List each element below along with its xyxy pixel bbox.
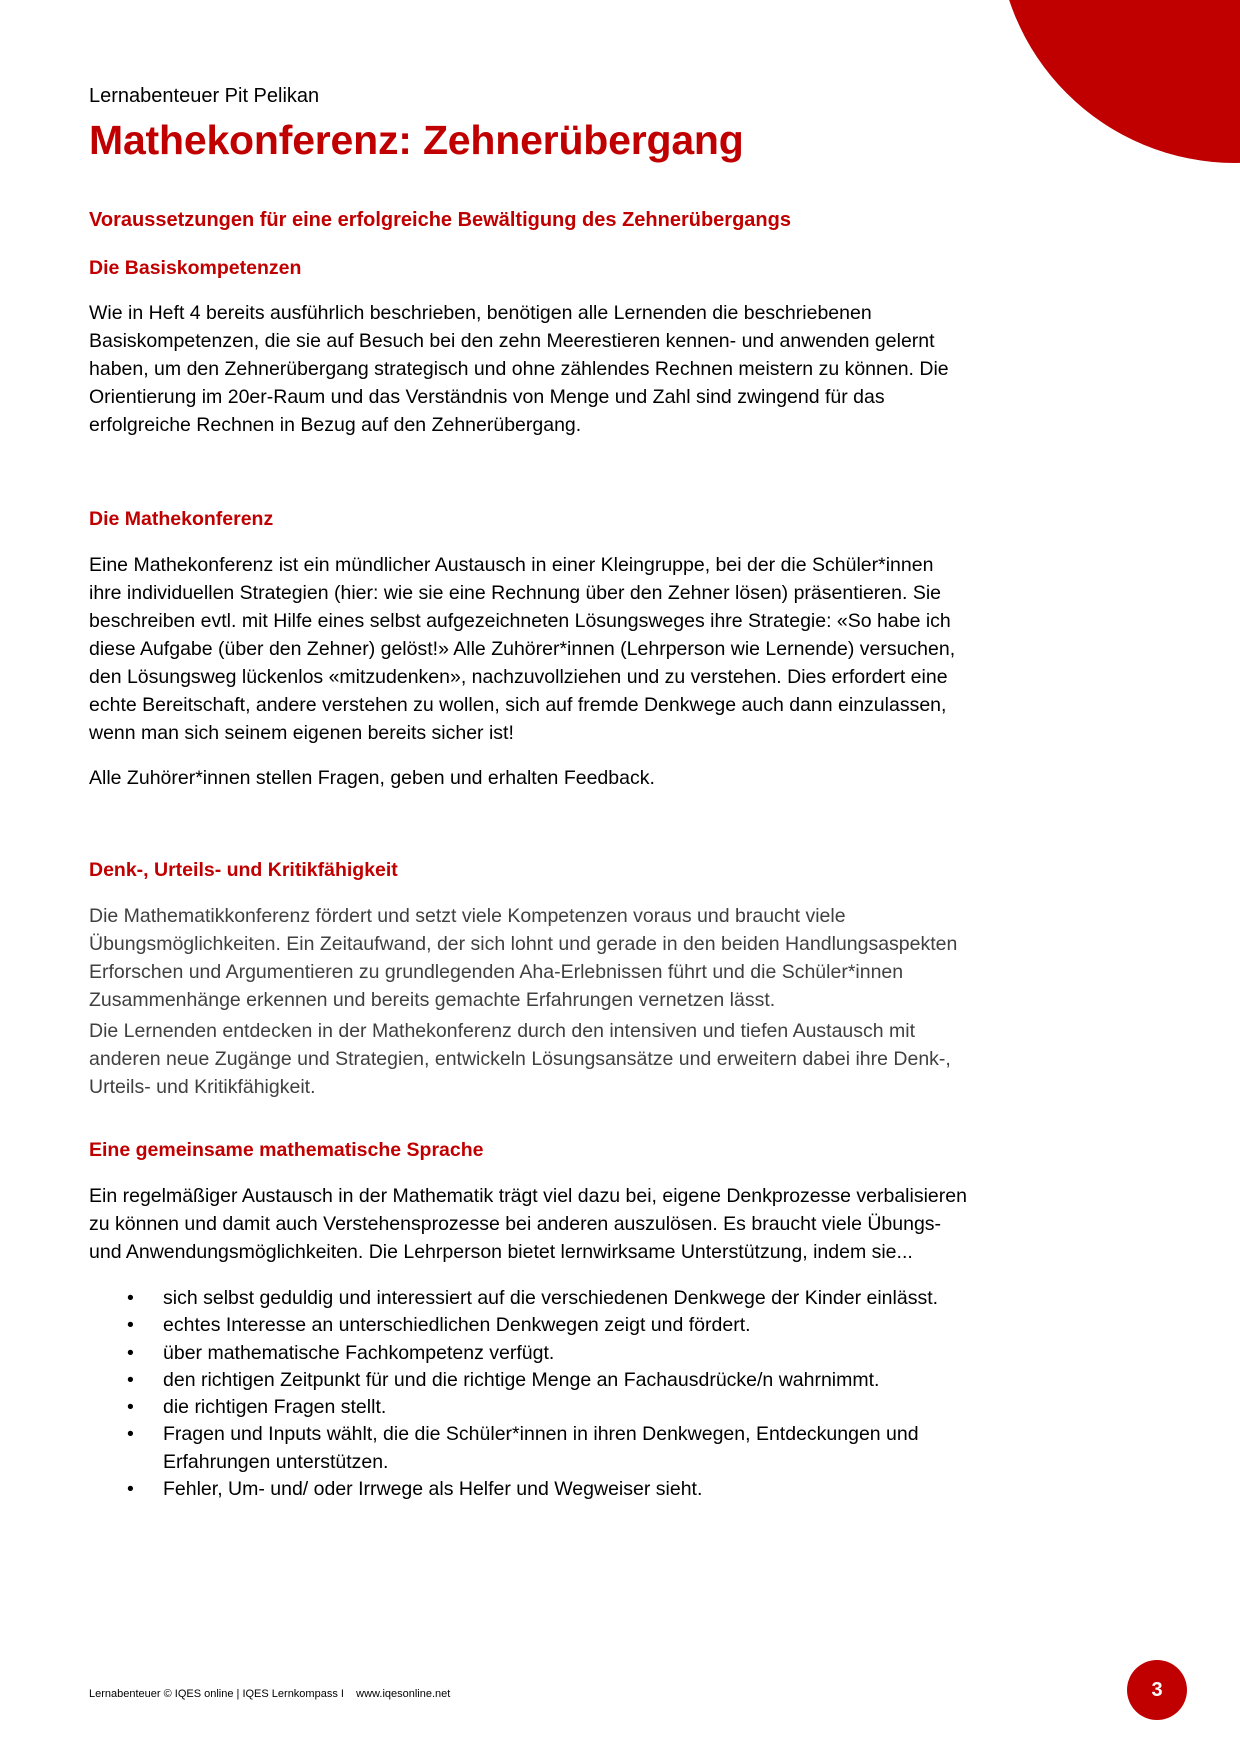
text-line: beschreiben evtl. mit Hilfe eines selbst aufgezeichneten Lösungsweges ihre Strategie: «So habe ich <box>89 610 951 632</box>
list-item <box>89 1476 938 1503</box>
text-line: anderen neue Zugänge und Strategien, entwickeln Lösungsansätze und erweitern dabei ihre Denk-, <box>89 1048 951 1070</box>
text-line: diese Aufgabe (über den Zehner) gelöst!» Alle Zuhörer*innen (Lehrperson wie Lernende) versuchen, <box>89 638 956 660</box>
text-line: Wie in Heft 4 bereits ausführlich beschrieben, benötigen alle Lernenden die beschriebenen <box>89 302 872 324</box>
list-item <box>89 1340 938 1367</box>
list-item <box>89 1421 938 1476</box>
text-line: echtes Interesse an unterschiedlichen Denkwegen zeigt und fördert. <box>163 1314 751 1337</box>
text-line: Eine Mathekonferenz ist ein mündlicher Austausch in einer Kleingruppe, bei der die Schüler*innen <box>89 554 934 576</box>
list-item <box>89 1367 938 1394</box>
paragraph-basiskompetenzen <box>89 299 1149 439</box>
text-line: erfolgreiche Rechnen in Bezug auf den Zehnerübergang. <box>89 414 582 436</box>
text-line: die richtigen Fragen stellt. <box>163 1396 387 1419</box>
text-line: Die Lernenden entdecken in der Mathekonferenz durch den intensiven und tiefen Austausch mit <box>89 1020 916 1042</box>
text-line: Erfahrungen unterstützen. <box>163 1450 389 1473</box>
text-line: zu können und damit auch Verstehensprozesse bei anderen auszulösen. Es braucht viele Übungs- <box>89 1213 942 1235</box>
text-line: den richtigen Zeitpunkt für und die richtige Menge an Fachausdrücke/n wahrnimmt. <box>163 1368 880 1391</box>
paragraph-mathekonferenz <box>89 551 1149 747</box>
bullet-icon: • <box>127 1423 134 1446</box>
subheading-basiskompetenzen: Die Basiskompetenzen <box>89 257 302 279</box>
subheading-sprache: Eine gemeinsame mathematische Sprache <box>89 1139 484 1161</box>
text-line: und Anwendungsmöglichkeiten. Die Lehrperson bietet lernwirksame Unterstützung, indem sie... <box>89 1241 913 1263</box>
text-line: Fehler, Um- und/ oder Irrwege als Helfer und Wegweiser sieht. <box>163 1478 703 1501</box>
paragraph-kompetenzen <box>89 902 1149 1014</box>
text-line: Urteils- und Kritikfähigkeit. <box>89 1076 316 1098</box>
bullet-icon: • <box>127 1368 134 1391</box>
page-number-badge: 3 <box>1127 1660 1187 1720</box>
text-line: Erforschen und Argumentieren zu grundlegenden Aha-Erlebnissen führt und die Schüler*innen <box>89 961 904 983</box>
bullet-list <box>89 1285 938 1503</box>
subheading-mathekonferenz: Die Mathekonferenz <box>89 508 274 530</box>
paragraph-sprache <box>89 1182 1149 1266</box>
bullet-icon: • <box>127 1314 134 1337</box>
bullet-icon: • <box>127 1287 134 1309</box>
text-line: Übungsmöglichkeiten. Ein Zeitaufwand, der sich lohnt und gerade in den beiden Handlungsaspekten <box>89 933 958 955</box>
text-line: Die Mathematikkonferenz fördert und setzt viele Kompetenzen voraus und braucht viele <box>89 905 846 927</box>
text-line: Zusammenhänge erkennen und bereits gemachte Erfahrungen vernetzen lässt. <box>89 989 776 1011</box>
text-line: Alle Zuhörer*innen stellen Fragen, geben und erhalten Feedback. <box>89 767 655 789</box>
section-heading: Voraussetzungen für eine erfolgreiche Bewältigung des Zehnerübergangs <box>89 209 791 231</box>
list-item <box>89 1312 938 1339</box>
list-item <box>89 1394 938 1421</box>
text-line: Ein regelmäßiger Austausch in der Mathematik trägt viel dazu bei, eigene Denkprozesse verbalisieren <box>89 1185 967 1207</box>
paragraph-lernende <box>89 1017 1149 1101</box>
text-line: haben, um den Zehnerübergang strategisch und ohne zählendes Rechnen meistern zu können. Die <box>89 358 949 380</box>
bullet-icon: • <box>127 1396 134 1419</box>
text-line: den Lösungsweg lückenlos «mitzudenken», nachzuvollziehen und zu verstehen. Dies erfordert eine <box>89 666 948 688</box>
text-line: Orientierung im 20er-Raum und das Verständnis von Menge und Zahl sind zwingend für das <box>89 386 885 408</box>
text-line: wenn man sich seinem eigenen bereits sicher ist! <box>89 722 514 744</box>
text-line: ihre individuellen Strategien (hier: wie sie eine Rechnung über den Zehner lösen) präsentieren. Sie <box>89 582 942 604</box>
subheading-denkfaehigkeit: Denk-, Urteils- und Kritikfähigkeit <box>89 859 398 881</box>
text-line: Basiskompetenzen, die sie auf Besuch bei den zehn Meerestieren kennen- und anwenden gelernt <box>89 330 935 352</box>
decorative-corner-circle <box>997 0 1240 163</box>
text-line: echte Bereitschaft, andere verstehen zu wollen, sich auf fremde Denkwege auch dann einzulassen, <box>89 694 947 716</box>
page-title: Mathekonferenz: Zehnerübergang <box>89 117 744 163</box>
text-line: Fragen und Inputs wählt, die die Schüler*innen in ihren Denkwegen, Entdeckungen und <box>163 1423 919 1446</box>
bullet-icon: • <box>127 1478 134 1501</box>
paragraph-feedback <box>89 764 1149 792</box>
text-line: über mathematische Fachkompetenz verfügt. <box>163 1341 555 1364</box>
series-label: Lernabenteuer Pit Pelikan <box>89 85 320 107</box>
list-item <box>89 1285 938 1312</box>
bullet-icon: • <box>127 1341 134 1364</box>
text-line: sich selbst geduldig und interessiert auf die verschiedenen Denkwege der Kinder einlässt. <box>163 1287 939 1309</box>
footer-text: Lernabenteuer © IQES online | IQES Lernkompass I www.iqesonline.net <box>89 1688 451 1700</box>
